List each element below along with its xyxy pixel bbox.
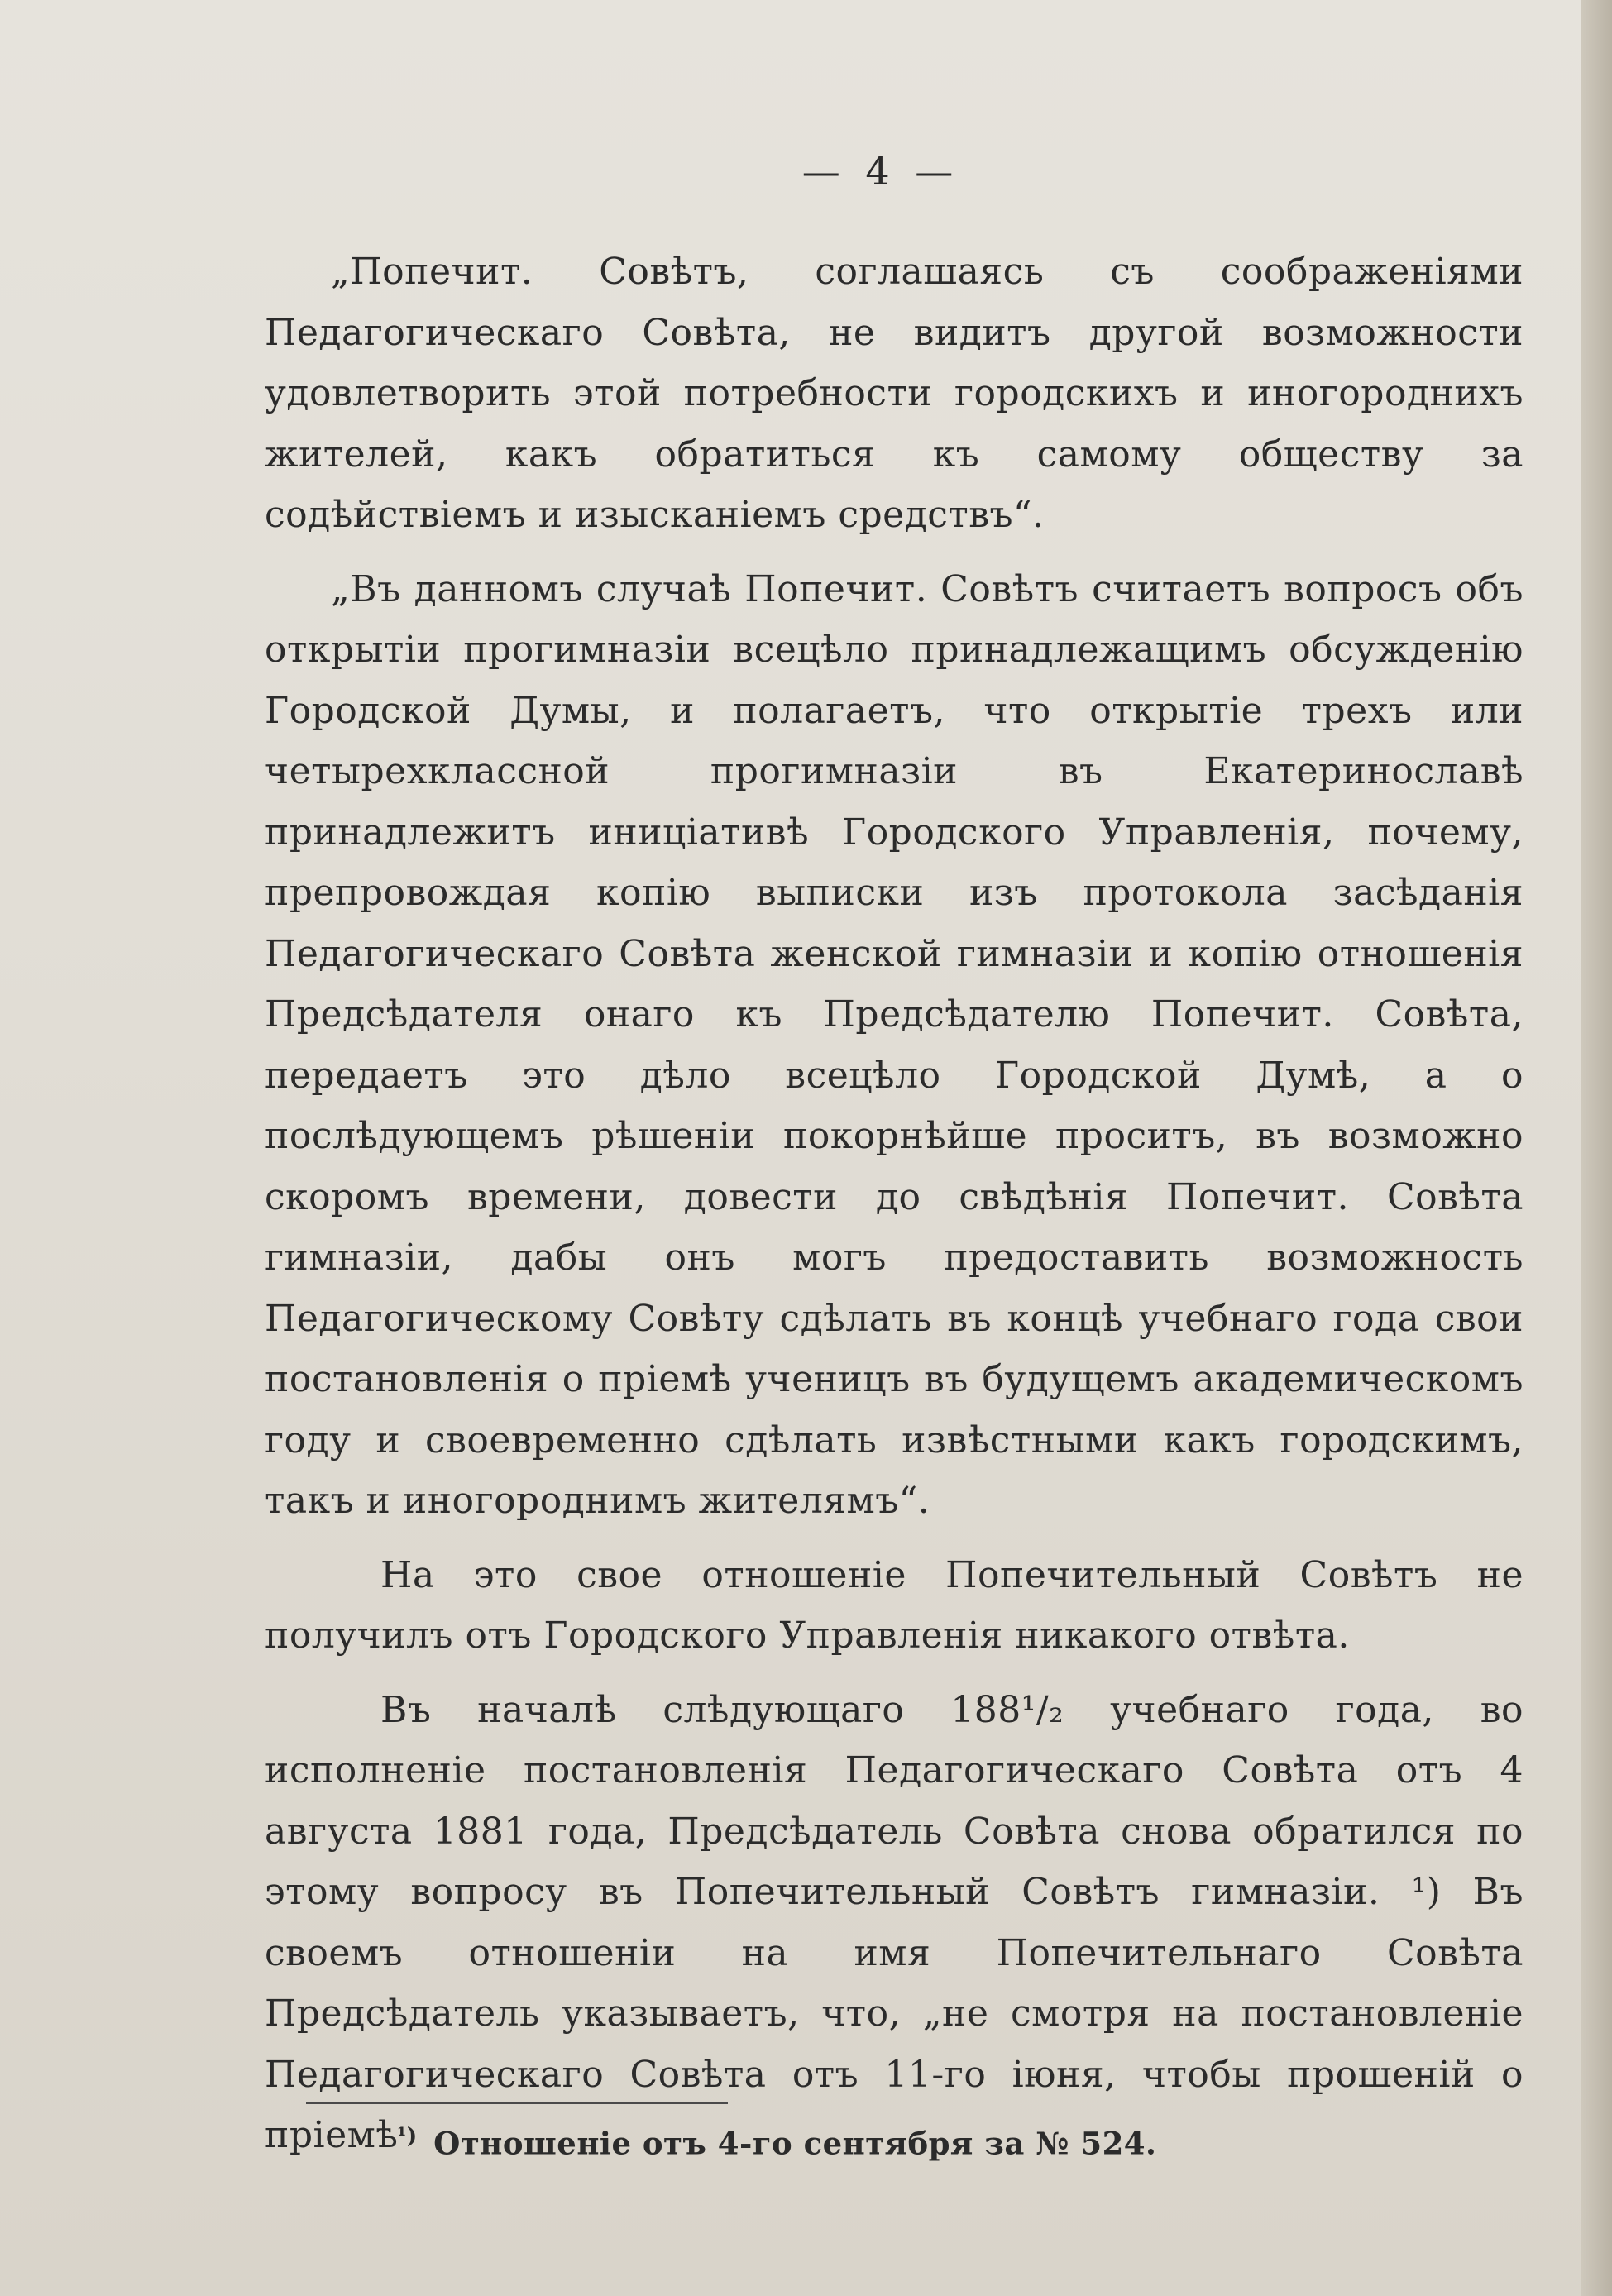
paragraph-1: „Попечит. Совѣтъ, соглашаясь съ соображеніями Педагогическаго Совѣта, не видитъ другой возможности удовлетворить этой потребности городскихъ и иногороднихъ жителей, какъ обратиться къ самому обществу за содѣйствіемъ и изысканіемъ средствъ“. bbox=[265, 251, 1524, 536]
paragraph-3: На это свое отношеніе Попечительный Совѣтъ не получилъ отъ Городского Управленія никакого отвѣта. bbox=[265, 1553, 1524, 1657]
footnote bbox=[397, 2124, 1390, 2161]
paragraph-4: Въ началѣ слѣдующаго 188¹/₂ учебнаго года, во исполненіе постановленія Педагогическаго Совѣта отъ 4 августа 1881 года, Предсѣдатель Совѣта снова обратился по этому вопросу въ Попечительный Совѣтъ гимназіи. ¹) Въ своемъ отношеніи на имя Попечительнаго Совѣта Предсѣдатель указываетъ, что, „не смотря на постановленіе Педагогическаго Совѣта отъ 11-го іюня, чтобы прошеній о пріемѣ bbox=[265, 1688, 1524, 2156]
paragraph-2: „Въ данномъ случаѣ Попечит. Совѣтъ считаетъ вопросъ объ открытіи прогимназіи всецѣло принадлежащимъ обсужденію Городской Думы, и полагаетъ, что открытіе трехъ или четырехклассной прогимназіи въ Екатеринославѣ принадлежитъ иниціативѣ Городского Управленія, почему, препровождая копію выписки изъ протокола засѣданія Педагогическаго Совѣта женской гимназіи и копію отношенія Предсѣдателя онаго къ Предсѣдателю Попечит. Совѣта, передаетъ это дѣло всецѣло Городской Думѣ, а о послѣдующемъ рѣшеніи покорнѣйше проситъ, въ возможно скоромъ времени, довести до свѣдѣнія Попечит. Совѣта гимназіи, дабы онъ могъ предоставить возможность Педагогическому Совѣту сдѣлать въ концѣ учебнаго года свои постановленія о пріемѣ ученицъ въ будущемъ академическомъ году и своевременно сдѣлать извѣстными какъ городскимъ, такъ и иногороднимъ жителямъ“. bbox=[265, 567, 1524, 1522]
footnote-text: Отношеніе отъ 4-го сентября за № 524. bbox=[433, 2125, 1157, 2162]
footnote-divider bbox=[306, 2102, 728, 2104]
footnote-marker: ¹) bbox=[397, 2124, 418, 2149]
page-number: — 4 — bbox=[801, 149, 960, 194]
body-text bbox=[265, 242, 1524, 2179]
page-edge-shadow bbox=[1581, 0, 1612, 2296]
